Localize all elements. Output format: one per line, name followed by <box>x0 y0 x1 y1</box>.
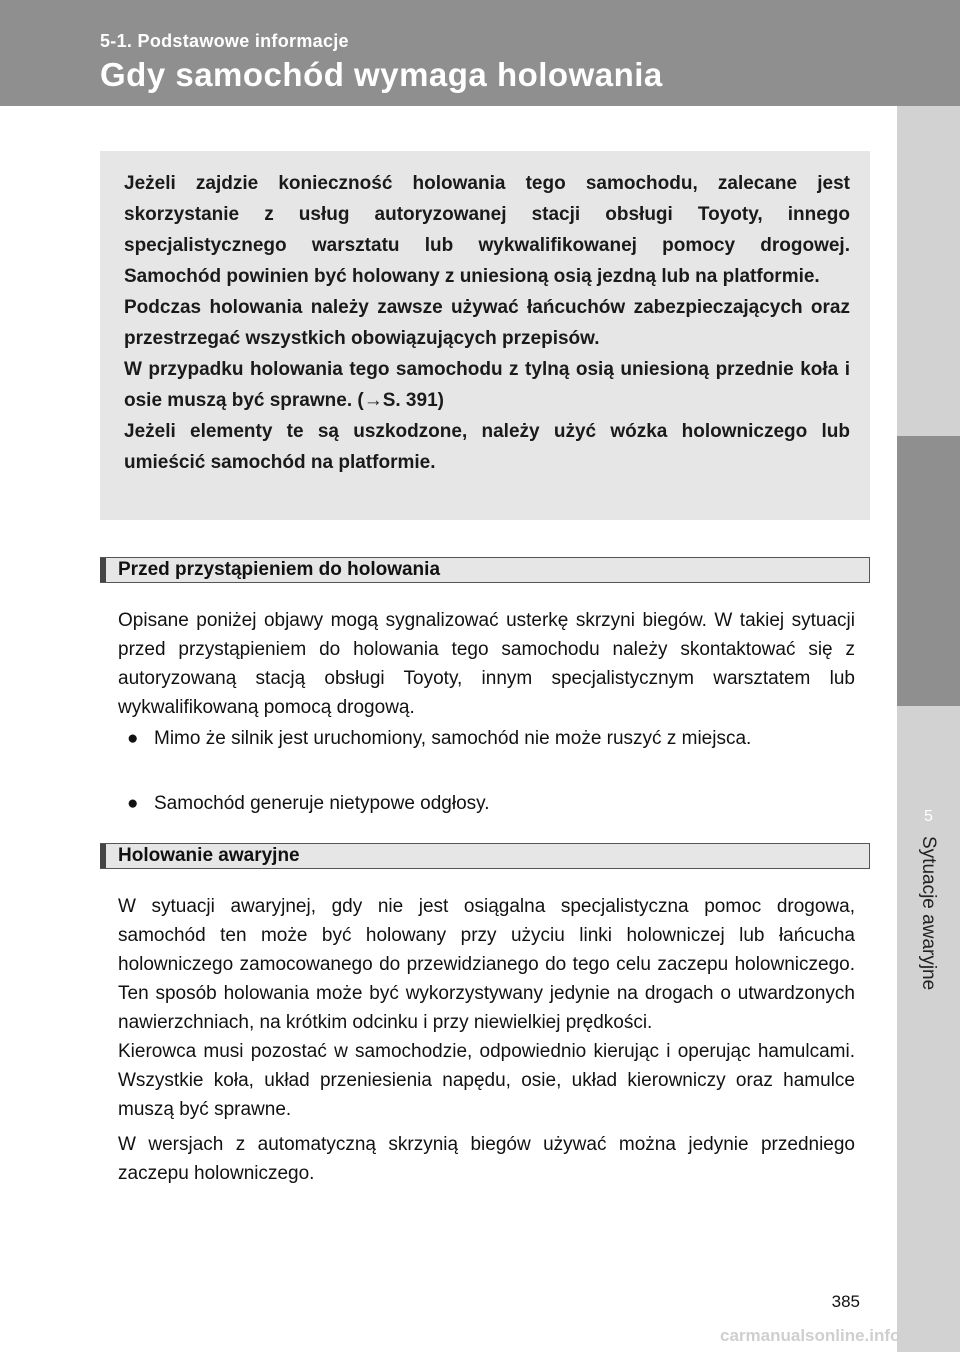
section1-body <box>118 606 855 722</box>
bullet-icon: ● <box>127 793 139 814</box>
section-label: 5-1. Podstawowe informacje <box>100 31 349 51</box>
list-item <box>127 724 855 753</box>
intro-paragraph: Podczas holowania należy zawsze używać łańcuchów zabezpieczających oraz przestrzegać wszystkich obowiązujących przepisów. <box>124 297 850 349</box>
chapter-label-wrap <box>897 836 960 1136</box>
intro-paragraph: Jeżeli elementy te są uszkodzone, należy użyć wózka holowniczego lub umieścić samochód na platformie. <box>124 421 850 473</box>
body-paragraph: Kierowca musi pozostać w samochodzie, odpowiednio kierując i operując hamulcami. Wszystkie koła, układ przeniesienia napędu, osie, układ kierowniczy oraz hamulce muszą być sprawne. <box>118 1041 855 1120</box>
chapter-label: Sytuacje awaryjne <box>918 836 939 991</box>
list-item-text: Samochód generuje nietypowe odgłosy. <box>154 793 490 814</box>
intro-paragraph: W przypadku holowania tego samochodu z tylną osią uniesioną przednie koła i osie muszą być sprawne. (→S. 391) <box>124 359 850 411</box>
list-item <box>127 789 855 818</box>
section-heading-text: Holowanie awaryjne <box>118 845 300 866</box>
watermark: carmanualsonline.info <box>720 1326 901 1345</box>
section2-body <box>118 892 855 1188</box>
body-paragraph: W wersjach z automatyczną skrzynią biegów używać można jedynie przedniego zaczepu holowniczego. <box>118 1134 855 1184</box>
intro-box <box>100 151 870 520</box>
page-title: Gdy samochód wymaga holowania <box>100 56 663 93</box>
section-heading-before-towing <box>100 557 870 583</box>
chapter-number: 5 <box>924 808 933 825</box>
heading-bar <box>100 558 106 582</box>
intro-paragraph: Jeżeli zajdzie konieczność holowania tego samochodu, zalecane jest skorzystanie z usług autoryzowanej stacji obsługi Toyoty, innego specjalistycznego warsztatu lub wykwalifikowanej pomocy drogowej. Samochód powinien być holowany z uniesioną osią jezdną lub na platformie. <box>124 173 850 287</box>
page-number: 385 <box>831 1292 860 1311</box>
bullet-icon: ● <box>127 728 139 749</box>
chapter-sidebar <box>897 106 960 1352</box>
heading-bar <box>100 844 106 868</box>
body-paragraph: Opisane poniżej objawy mogą sygnalizować usterkę skrzyni biegów. W takiej sytuacji przed przystąpieniem do holowania tego samochodu należy skontaktować się z autoryzowaną stacją obsługi Toyoty, innym specjalistycznym warsztatem lub wykwalifikowaną pomocą drogową. <box>118 610 855 718</box>
page-header <box>0 0 960 106</box>
section-heading-text: Przed przystąpieniem do holowania <box>118 559 441 580</box>
section-heading-emergency-towing <box>100 843 870 869</box>
body-paragraph: W sytuacji awaryjnej, gdy nie jest osiągalna specjalistyczna pomoc drogowa, samochód ten może być holowany przy użyciu linki holowniczej lub łańcucha holowniczego zamocowanego do przewidzianego do tego celu zaczepu holowniczego. Ten sposób holowania może być wykorzystywany jedynie na drogach o utwardzonych nawierzchniach, na krótkim odcinku i przy niewielkiej prędkości. <box>118 896 855 1033</box>
list-item-text: Mimo że silnik jest uruchomiony, samochód nie może ruszyć z miejsca. <box>154 728 752 749</box>
chapter-tab <box>897 436 960 706</box>
